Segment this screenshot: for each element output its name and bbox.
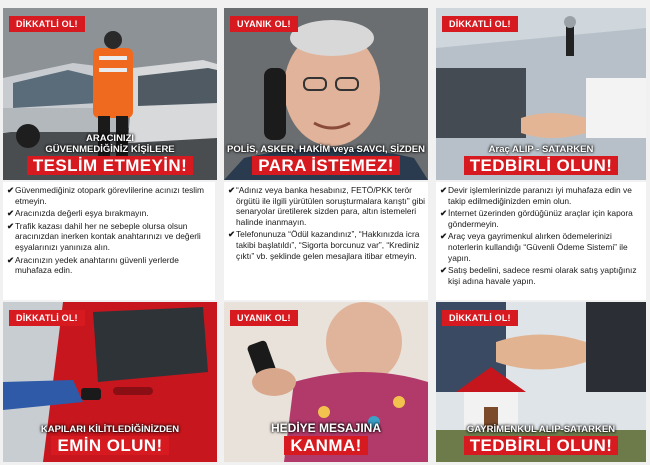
caption-headline: TESLİM ETMEYİN! xyxy=(27,156,193,175)
check-icon: ✔ xyxy=(7,220,15,231)
tip-item: ✔ Trafik kazası dahil her ne sebeple olursa olsun aracınızdan inerken kontak anahtarınızı ve değerli eşyalarınızı yanınıza alın. xyxy=(7,220,201,252)
panel-car-sale xyxy=(436,8,646,180)
caption-headline: TEDBİRLİ OLUN! xyxy=(464,156,619,175)
panel-caption xyxy=(3,424,217,456)
panel-caption xyxy=(3,133,217,176)
tips-column-scam xyxy=(224,182,428,300)
check-icon: ✔ xyxy=(228,229,236,240)
tip-item: ✔ Telefonunuza “Ödül kazandınız”, “Hakkınızda icra takibi başlatıldı”, “Sigorta borcunuz var”, “Krediniz çıktı” vb. şeklinde gelen mesajlara itibar etmeyin. xyxy=(228,229,420,261)
tip-item: ✔ Araç veya gayrimenkul alırken ödemelerinizi noterlerin kullandığı “Güvenli Ödeme Sistemi” ile yapın. xyxy=(440,231,628,263)
tip-item: ✔ “Adınız veya banka hesabınız, FETÖ/PKK terör örgütü ile ilgili yürütülen soruşturmalara karıştı” gibi senaryolar üretilerek sizden para, altın istemeleri halinde inanmayın. xyxy=(228,185,425,227)
panel-real-estate xyxy=(436,302,646,462)
panel-caption xyxy=(436,424,646,456)
caption-headline: KANMA! xyxy=(284,436,367,455)
check-icon: ✔ xyxy=(228,185,236,195)
panel-door-lock xyxy=(3,302,217,462)
tips-column-car-safety xyxy=(3,182,215,300)
tip-item: ✔ Devir işlemlerinizde paranızı iyi muhafaza edin ve takip edilmediğinizden emin olun. xyxy=(440,185,632,206)
tip-item: ✔ Satış bedelini, sadece resmi olarak satış yaptığınız kişi adına havale yapın. xyxy=(440,265,637,286)
check-icon: ✔ xyxy=(440,265,448,276)
badge-dikkatli: DİKKATLİ OL! xyxy=(9,310,85,326)
caption-line: ARACINIZI xyxy=(85,133,135,144)
badge-uyanik: UYANIK OL! xyxy=(230,310,298,326)
check-icon: ✔ xyxy=(440,231,448,242)
caption-line: KAPILARI KİLİTLEDİĞİNİZDEN xyxy=(40,424,180,435)
panel-gift-message xyxy=(224,302,428,462)
check-icon: ✔ xyxy=(7,185,15,195)
panel-caption xyxy=(436,144,646,176)
panel-valet xyxy=(3,8,217,180)
caption-headline: EMİN OLUN! xyxy=(51,436,168,455)
panel-caption xyxy=(224,422,428,456)
check-icon: ✔ xyxy=(440,208,448,219)
check-icon: ✔ xyxy=(7,208,15,219)
badge-uyanik: UYANIK OL! xyxy=(230,16,298,32)
caption-line: GAYRİMENKUL ALIP-SATARKEN xyxy=(466,424,616,435)
caption-line: POLİS, ASKER, HAKİM veya SAVCI, SİZDEN xyxy=(227,144,425,155)
caption-line: GÜVENMEDİĞİNİZ KİŞİLERE xyxy=(45,144,175,155)
panel-phone-scam xyxy=(224,8,428,180)
tip-item: ✔ Aracınızda değerli eşya bırakmayın. xyxy=(7,208,149,219)
caption-headline: PARA İSTEMEZ! xyxy=(252,156,400,175)
badge-dikkatli: DİKKATLİ OL! xyxy=(9,16,85,32)
caption-headline: TEDBİRLİ OLUN! xyxy=(464,436,619,455)
tip-item: ✔ Aracınızın yedek anahtarını güvenli yerlerde muhafaza edin. xyxy=(7,254,179,276)
tip-item: ✔ Güvenmediğiniz otopark görevlilerine acınızı teslim etmeyin. xyxy=(7,185,204,206)
tips-column-sales xyxy=(436,182,646,300)
check-icon: ✔ xyxy=(440,185,448,195)
badge-dikkatli: DİKKATLİ OL! xyxy=(442,310,518,326)
tip-item: ✔ İnternet üzerinden gördüğünüz araçlar için kapora göndermeyin. xyxy=(440,208,633,229)
panel-caption xyxy=(224,144,428,176)
check-icon: ✔ xyxy=(7,254,15,265)
caption-line: Araç ALIP - SATARKEN xyxy=(488,144,594,155)
caption-line: HEDİYE MESAJINA xyxy=(270,421,382,435)
badge-dikkatli: DİKKATLİ OL! xyxy=(442,16,518,32)
